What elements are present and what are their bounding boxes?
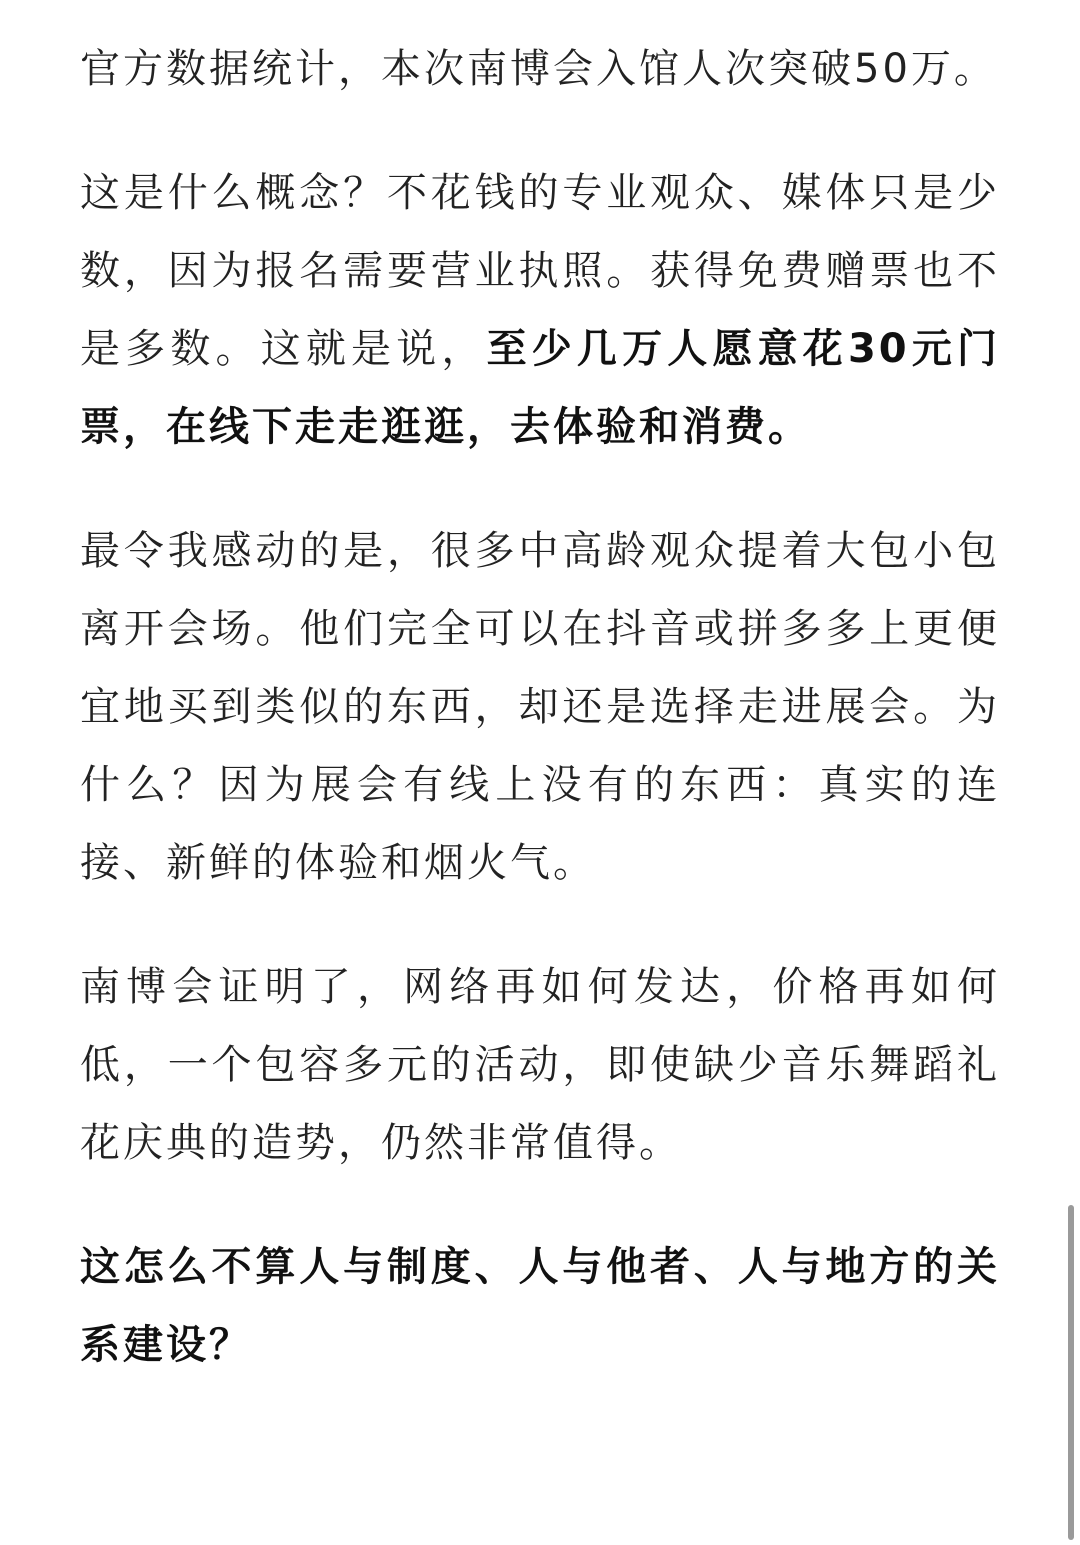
paragraph-concept	[80, 154, 1000, 466]
paragraph-proof: 南博会证明了，网络再如何发达，价格再如何低，一个包容多元的活动，即使缺少音乐舞蹈礼花庆典的造势，仍然非常值得。	[80, 964, 1000, 1166]
paragraph-concept-emphasis: 至少几万人愿意花30元门票，在线下走走逛逛，去体验和消费。	[80, 326, 1000, 450]
article-body	[80, 30, 1000, 1430]
paragraph-closing-question: 这怎么不算人与制度、人与他者、人与地方的关系建设？	[80, 1244, 1000, 1368]
paragraph-attendance: 官方数据统计，本次南博会入馆人次突破50万。	[80, 46, 997, 92]
paragraph-elderly-visitors: 最令我感动的是，很多中高龄观众提着大包小包离开会场。他们完全可以在抖音或拼多多上更便宜地买到类似的东西，却还是选择走进展会。为什么？因为展会有线上没有的东西：真实的连接、新鲜的体验和烟火气。	[80, 528, 1000, 886]
scrollbar-thumb[interactable]	[1068, 1205, 1074, 1540]
paragraph-concept-text: 这是什么概念？不花钱的专业观众、媒体只是少数，因为报名需要营业执照。获得免费赠票也不是多数。这就是说，	[80, 170, 1000, 372]
